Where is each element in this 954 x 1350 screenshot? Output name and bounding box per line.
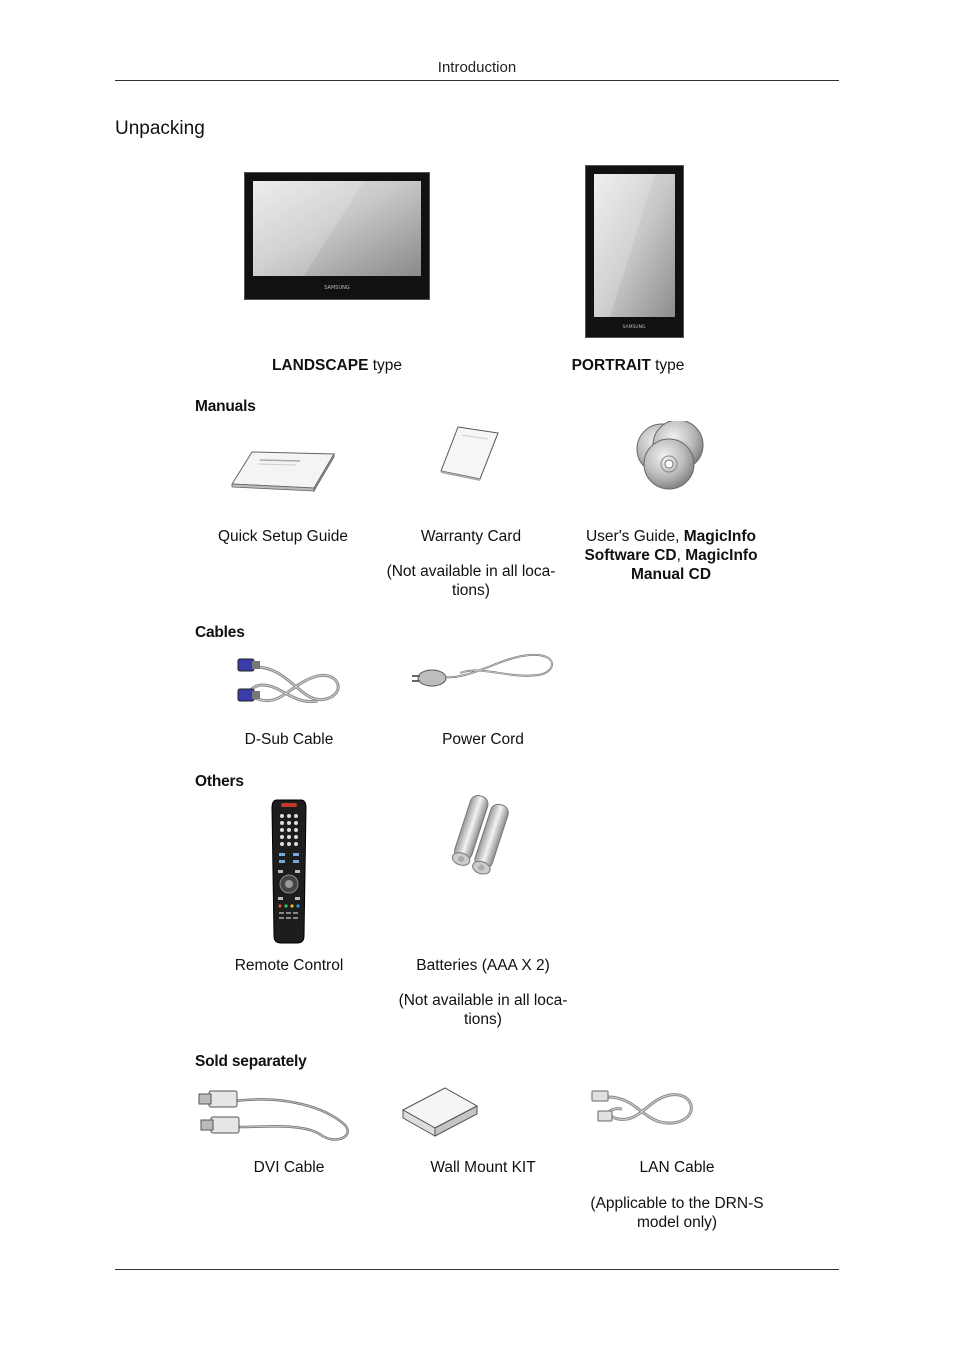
dsub-cable-image — [230, 655, 344, 713]
brand-logo: SAMSUNG — [324, 285, 350, 291]
warranty-card-image — [438, 425, 502, 481]
footer-rule — [115, 1269, 839, 1270]
lan-cable-note — [567, 1194, 787, 1232]
landscape-suffix: type — [368, 357, 403, 374]
users-guide-text: User's Guide, — [585, 528, 684, 545]
separator-text: , — [676, 547, 686, 564]
users-guide-label — [566, 527, 776, 584]
portrait-caption — [528, 356, 728, 375]
remote-control-image — [271, 798, 307, 944]
dvi-cable-label: DVI Cable — [253, 1159, 325, 1176]
power-cord-image — [410, 651, 556, 697]
lan-cable-label: LAN Cable — [639, 1159, 715, 1176]
wall-mount-kit-image — [401, 1084, 479, 1138]
portrait-suffix: type — [650, 357, 685, 374]
header-rule — [115, 80, 839, 81]
warranty-card-note-line2: tions) — [452, 582, 490, 599]
magicinfo-text: MagicInfo — [683, 528, 757, 545]
page-title: Unpacking — [115, 118, 205, 139]
remote-control-label: Remote Control — [234, 957, 344, 974]
power-cord-label: Power Cord — [442, 731, 524, 748]
wall-mount-kit-label: Wall Mount KIT — [430, 1159, 536, 1176]
dsub-cable-label: D-Sub Cable — [244, 731, 334, 748]
batteries-image — [446, 795, 522, 879]
warranty-card-note — [371, 562, 571, 600]
batteries-note-line2: tions) — [464, 1011, 502, 1028]
software-cd-text: Software CD — [584, 547, 677, 564]
batteries-label: Batteries (AAA X 2) — [416, 957, 550, 974]
lan-cable-note-line2: model only) — [636, 1214, 718, 1231]
quick-setup-guide-label: Quick Setup Guide — [217, 528, 349, 545]
lan-cable-note-line1: (Applicable to the DRN-S — [590, 1195, 764, 1212]
warranty-card-note-line1: (Not available in all loca- — [386, 563, 556, 580]
portrait-display-image — [585, 165, 684, 340]
quick-setup-guide-image — [230, 450, 336, 494]
section-cables: Cables — [195, 624, 245, 641]
landscape-caption — [237, 356, 437, 375]
warranty-card-label: Warranty Card — [420, 528, 522, 545]
magicinfo-text-2: MagicInfo — [685, 547, 758, 564]
landscape-display-image — [244, 172, 430, 302]
batteries-note-line1: (Not available in all loca- — [398, 992, 568, 1009]
section-manuals: Manuals — [195, 398, 256, 415]
portrait-name: PORTRAIT — [571, 357, 651, 374]
landscape-name: LANDSCAPE — [271, 357, 369, 374]
software-cd-image — [632, 421, 708, 491]
batteries-note — [383, 991, 583, 1029]
manual-cd-text: Manual CD — [630, 566, 712, 583]
brand-logo: SAMSUNG — [622, 325, 646, 330]
dvi-cable-image — [195, 1087, 353, 1145]
lan-cable-image — [588, 1083, 700, 1129]
section-sold-separately: Sold separately — [195, 1053, 307, 1070]
running-header: Introduction — [437, 59, 517, 76]
section-others: Others — [195, 773, 244, 790]
